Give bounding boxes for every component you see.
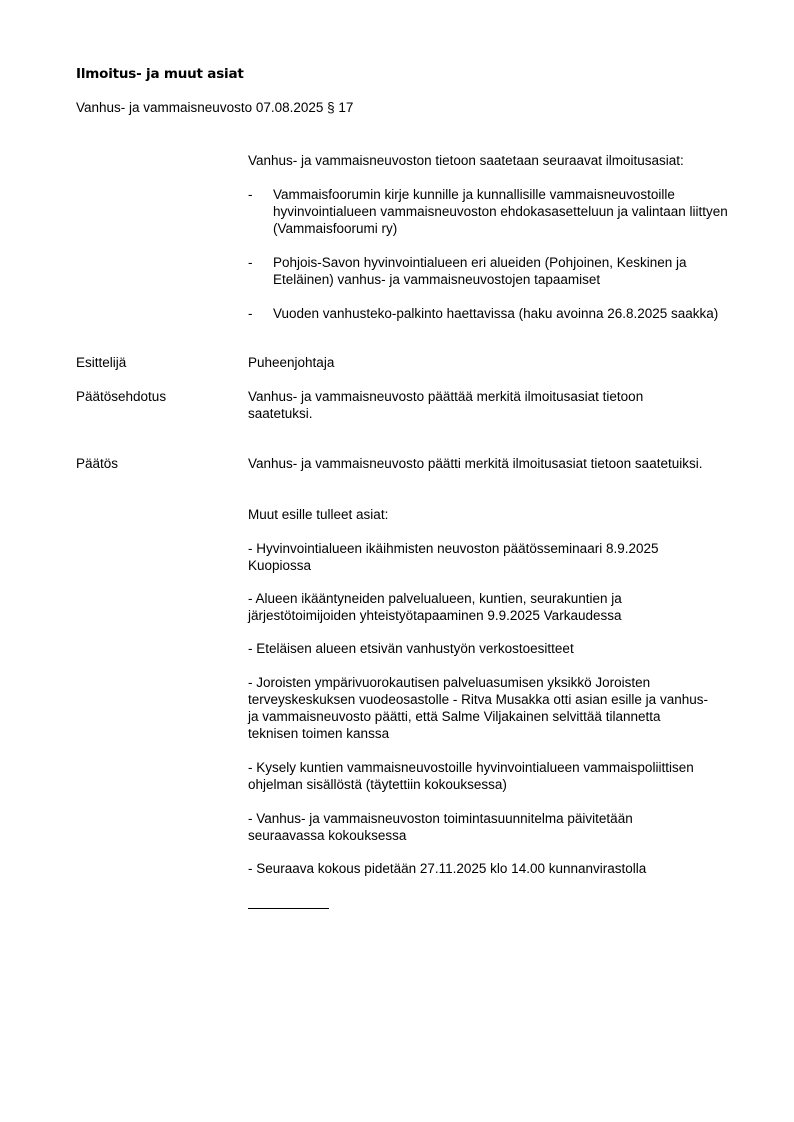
notice-text: Vuoden vanhusteko-palkinto haettavissa (haku avoinna 26.8.2025 saakka) (273, 306, 719, 321)
other-matter-item: - Vanhus- ja vammaisneuvoston toimintasuunnitelma päivitetään seuraavassa kokouksessa (248, 811, 633, 843)
closing-rule (248, 908, 329, 909)
notice-text: Pohjois-Savon hyvinvointialueen eri alueiden (Pohjoinen, Keskinen ja Eteläinen) vanhus- ja vammaisneuvostojen tapaamiset (273, 255, 687, 287)
other-matters-heading: Muut esille tulleet asiat: (248, 507, 389, 522)
decision-text: Vanhus- ja vammaisneuvosto päätti merkitä ilmoitusasiat tietoon saatetuiksi. (248, 456, 703, 471)
other-matter-item: - Hyvinvointialueen ikäihmisten neuvoston päätösseminaari 8.9.2025 Kuopiossa (248, 541, 659, 573)
intro-text: Vanhus- ja vammaisneuvoston tietoon saatetaan seuraavat ilmoitusasiat: (248, 153, 684, 168)
other-matter-item: - Seuraava kokous pidetään 27.11.2025 klo 14.00 kunnanvirastolla (248, 861, 647, 876)
other-matter-item: - Joroisten ympärivuorokautisen palveluasumisen yksikkö Joroisten terveyskeskuksen vuodeosastolle - Ritva Musakka otti asian esille ja vanhus- ja vammaisneuvosto päätti, että Salme Viljakainen selvittää tilannetta teknisen toimen kanssa (248, 675, 708, 741)
notice-dash: - (248, 255, 253, 270)
decision-label: Päätös (76, 456, 119, 471)
other-matter-item: - Alueen ikääntyneiden palvelualueen, kuntien, seurakuntien ja järjestötoimijoiden yhteistyötapaaminen 9.9.2025 Varkaudessa (248, 591, 622, 623)
presenter-label: Esittelijä (76, 355, 127, 370)
presenter-value: Puheenjohtaja (248, 355, 335, 370)
proposal-text: Vanhus- ja vammaisneuvosto päättää merkitä ilmoitusasiat tietoon saatetuksi. (248, 389, 644, 421)
section-heading: Ilmoitus- ja muut asiat (76, 66, 244, 82)
notice-dash: - (248, 306, 253, 321)
meeting-reference: Vanhus- ja vammaisneuvosto 07.08.2025 § 17 (76, 100, 354, 115)
proposal-label: Päätösehdotus (76, 389, 167, 404)
notice-dash: - (248, 187, 253, 202)
other-matter-item: - Eteläisen alueen etsivän vanhustyön verkostoesitteet (248, 641, 574, 656)
other-matter-item: - Kysely kuntien vammaisneuvostoille hyvinvointialueen vammaispoliittisen ohjelman sisällöstä (täytettiin kokouksessa) (248, 760, 694, 792)
notice-text: Vammaisfoorumin kirje kunnille ja kunnallisille vammaisneuvostoille hyvinvointialueen vammaisneuvoston ehdokasasetteluun ja valintaan liittyen (Vammaisfoorumi ry) (273, 187, 728, 236)
